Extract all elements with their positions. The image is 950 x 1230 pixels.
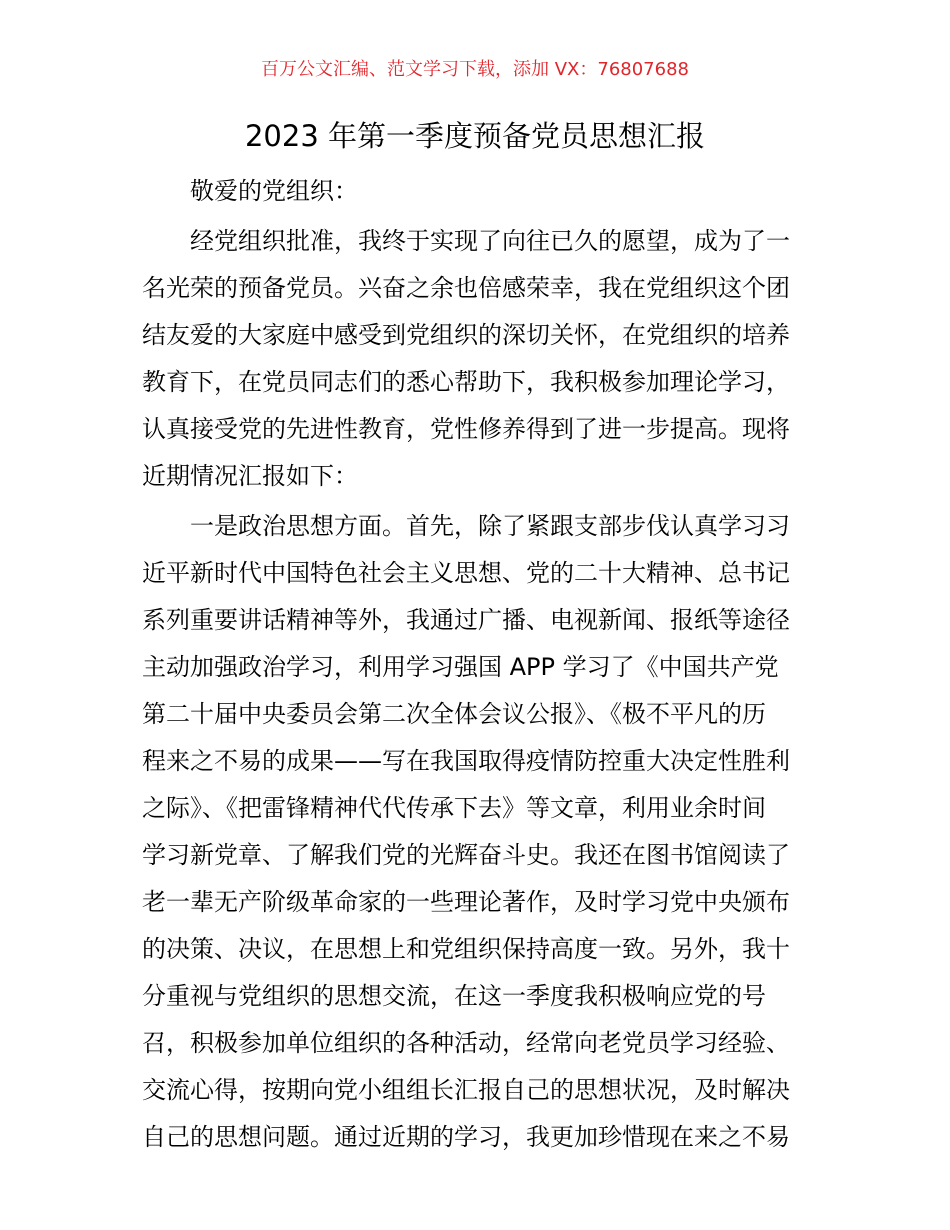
paragraph-1 — [142, 218, 812, 500]
salutation: 敬爱的党组织： — [190, 177, 358, 205]
paragraph-line: 的决策、决议，在思想上和党组织保持高度一致。另外，我十 — [142, 935, 790, 963]
paragraph-line: 交流心得，按期向党小组组长汇报自己的思想状况，及时解决 — [142, 1076, 790, 1104]
paragraph-line: 第二十届中央委员会第二次全体会议公报》、《极不平凡的历 — [142, 700, 766, 728]
paragraph-line: 之际》、《把雷锋精神代代传承下去》等文章，利用业余时间 — [142, 794, 766, 822]
paragraph-line: 分重视与党组织的思想交流，在这一季度我积极响应党的号 — [142, 982, 766, 1010]
paragraph-line: 一是政治思想方面。首先，除了紧跟支部步伐认真学习习 — [190, 512, 790, 540]
document-body — [142, 168, 812, 1161]
paragraph-line: 名光荣的预备党员。兴奋之余也倍感荣幸，我在党组织这个团 — [142, 274, 790, 302]
paragraph-line: 系列重要讲话精神等外，我通过广播、电视新闻、报纸等途径 — [142, 606, 790, 634]
paragraph-line: 近平新时代中国特色社会主义思想、党的二十大精神、总书记 — [142, 559, 790, 587]
paragraph-line: 认真接受党的先进性教育，党性修养得到了进一步提高。现将 — [142, 415, 790, 443]
paragraph-line: 经党组织批准，我终于实现了向往已久的愿望，成为了一 — [190, 227, 790, 255]
paragraph-2 — [142, 503, 812, 1161]
paragraph-line: 程来之不易的成果——写在我国取得疫情防控重大决定性胜利 — [142, 747, 790, 775]
paragraph-line: 老一辈无产阶级革命家的一些理论著作，及时学习党中央颁布 — [142, 888, 790, 916]
paragraph-line: 结友爱的大家庭中感受到党组织的深切关怀，在党组织的培养 — [142, 321, 790, 349]
paragraph-line: 召，积极参加单位组织的各种活动，经常向老党员学习经验、 — [142, 1029, 790, 1057]
paragraph-line: 自己的思想问题。通过近期的学习，我更加珍惜现在来之不易 — [142, 1123, 790, 1151]
paragraph-line: 近期情况汇报如下： — [142, 462, 358, 490]
document-title: 2023 年第一季度预备党员思想汇报 — [244, 119, 706, 153]
paragraph-line: 教育下，在党员同志们的悉心帮助下，我积极参加理论学习， — [142, 368, 790, 396]
watermark-header: 百万公文汇编、范文学习下载，添加 VX：76807688 — [261, 59, 689, 80]
paragraph-line: 主动加强政治学习，利用学习强国 APP 学习了《中国共产党 — [142, 653, 779, 681]
paragraph-line: 学习新党章、了解我们党的光辉奋斗史。我还在图书馆阅读了 — [142, 841, 790, 869]
